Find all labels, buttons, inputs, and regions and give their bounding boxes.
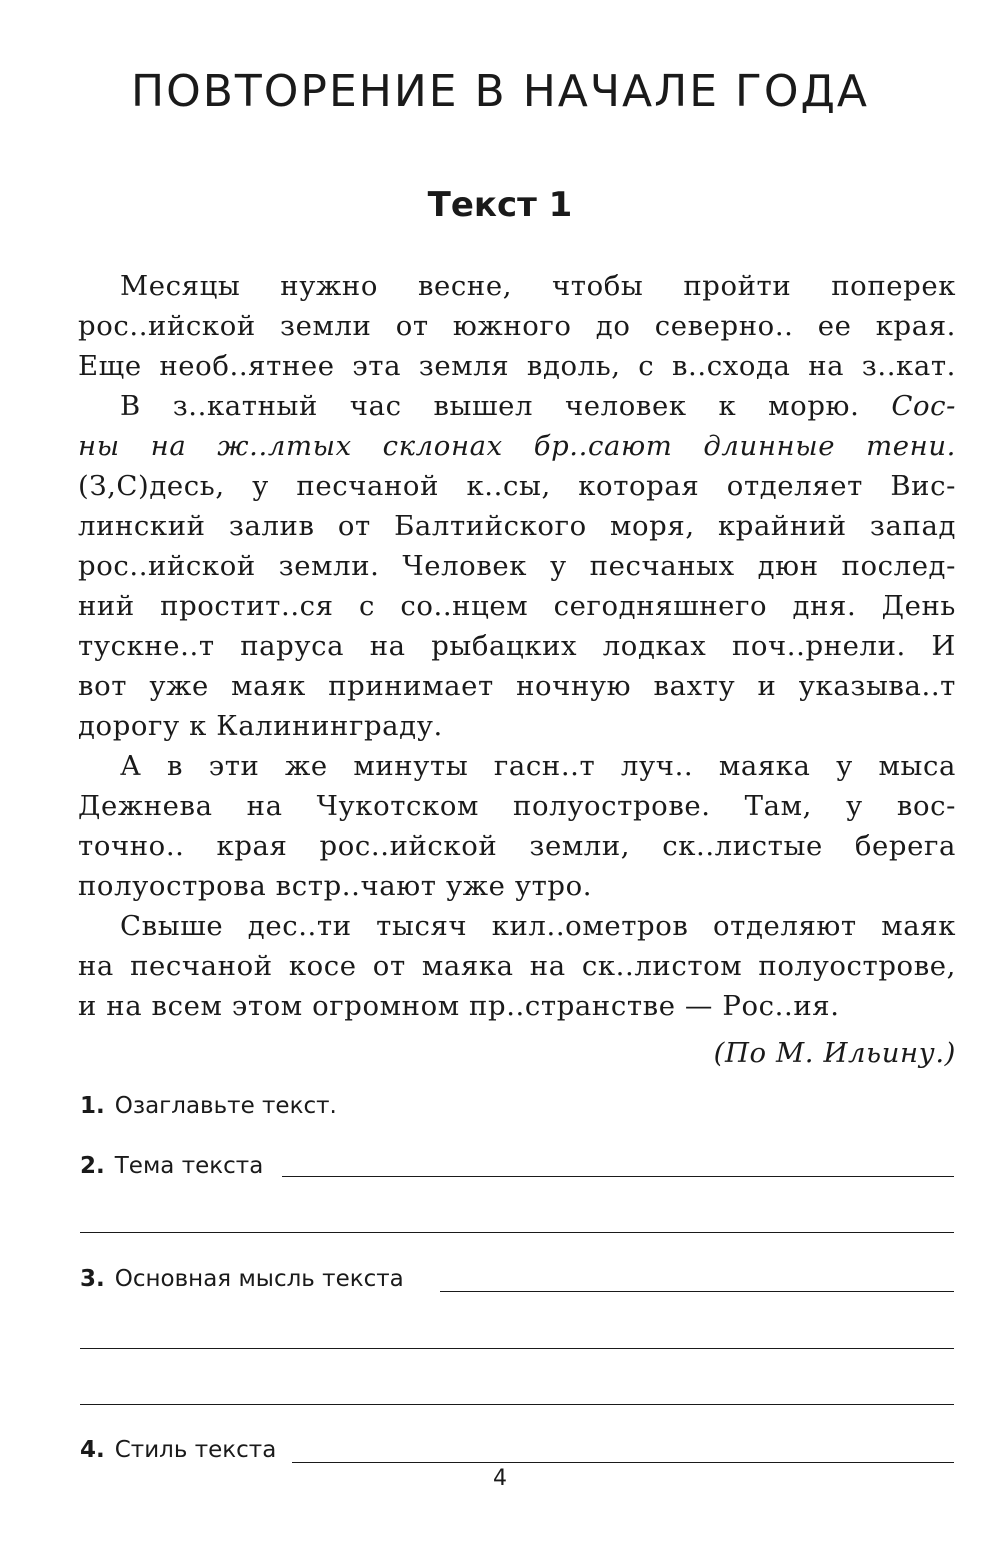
text-line: Свыше дес..ти тысяч кил..ометров отделяют маяк <box>120 910 956 942</box>
section-title: ПОВТОРЕНИЕ В НАЧАЛЕ ГОДА <box>131 66 869 117</box>
text-line: рос..ийской земли. Человек у песчаных дюн послед- <box>78 550 956 582</box>
task-1 <box>80 1090 337 1122</box>
text-line: Дежнева на Чукотском полуострове. Там, у вос- <box>78 790 956 822</box>
task-2 <box>80 1150 263 1182</box>
text-title: Текст 1 <box>427 185 573 225</box>
task-label: Озаглавьте текст. <box>114 1093 337 1119</box>
text-line: тускне..т паруса на рыбацких лодках поч..рнели. И <box>78 630 956 662</box>
text-line: вот уже маяк принимает ночную вахту и указыва..т <box>78 670 956 702</box>
text-line: дорогу к Калининграду. <box>78 710 443 742</box>
task-number: 2. <box>80 1153 105 1179</box>
task-3 <box>80 1263 404 1295</box>
page-number: 4 <box>493 1466 507 1491</box>
text-fragment: В з..катный час вышел человек к морю. <box>120 390 860 422</box>
task-number: 1. <box>80 1093 105 1119</box>
task-label: Тема текста <box>114 1153 264 1179</box>
text-line: полуострова встр..чают уже утро. <box>78 870 593 902</box>
text-line: (З,С)десь, у песчаной к..сы, которая отделяет Вис- <box>78 470 956 502</box>
answer-line-topic-2[interactable] <box>80 1232 954 1233</box>
answer-line-topic[interactable] <box>282 1176 954 1177</box>
italic-fragment: ны на ж..лтых склонах бр..сают длинные тени. <box>78 430 956 462</box>
task-label: Основная мысль текста <box>114 1266 404 1292</box>
text-line: Еще необ..ятнее эта земля вдоль, с в..схода на з..кат. <box>78 350 956 382</box>
task-number: 3. <box>80 1266 105 1292</box>
task-label: Стиль текста <box>114 1437 277 1463</box>
text-line: А в эти же минуты гасн..т луч.. маяка у мыса <box>120 750 956 782</box>
text-line: рос..ийской земли от южного до северно.. ее края. <box>78 310 956 342</box>
text-line: ний простит..ся с со..нцем сегодняшнего дня. День <box>78 590 956 622</box>
task-number: 4. <box>80 1437 105 1463</box>
reading-text <box>78 266 956 1026</box>
text-line: линский залив от Балтийского моря, крайний запад <box>78 510 956 542</box>
answer-line-main-idea-3[interactable] <box>80 1404 954 1405</box>
task-4 <box>80 1434 276 1466</box>
answer-line-main-idea-2[interactable] <box>80 1348 954 1349</box>
attribution: (По М. Ильину.) <box>713 1037 956 1069</box>
text-line: и на всем этом огромном пр..странстве — Рос..ия. <box>78 990 840 1022</box>
answer-line-main-idea[interactable] <box>440 1291 954 1292</box>
text-line <box>78 426 956 466</box>
text-line: точно.. края рос..ийской земли, ск..листые берега <box>78 830 956 862</box>
text-line: Месяцы нужно весне, чтобы пройти поперек <box>120 270 956 302</box>
text-line: на песчаной косе от маяка на ск..листом полуострове, <box>78 950 956 982</box>
text-line <box>78 386 956 426</box>
italic-fragment: Сос- <box>891 390 957 422</box>
